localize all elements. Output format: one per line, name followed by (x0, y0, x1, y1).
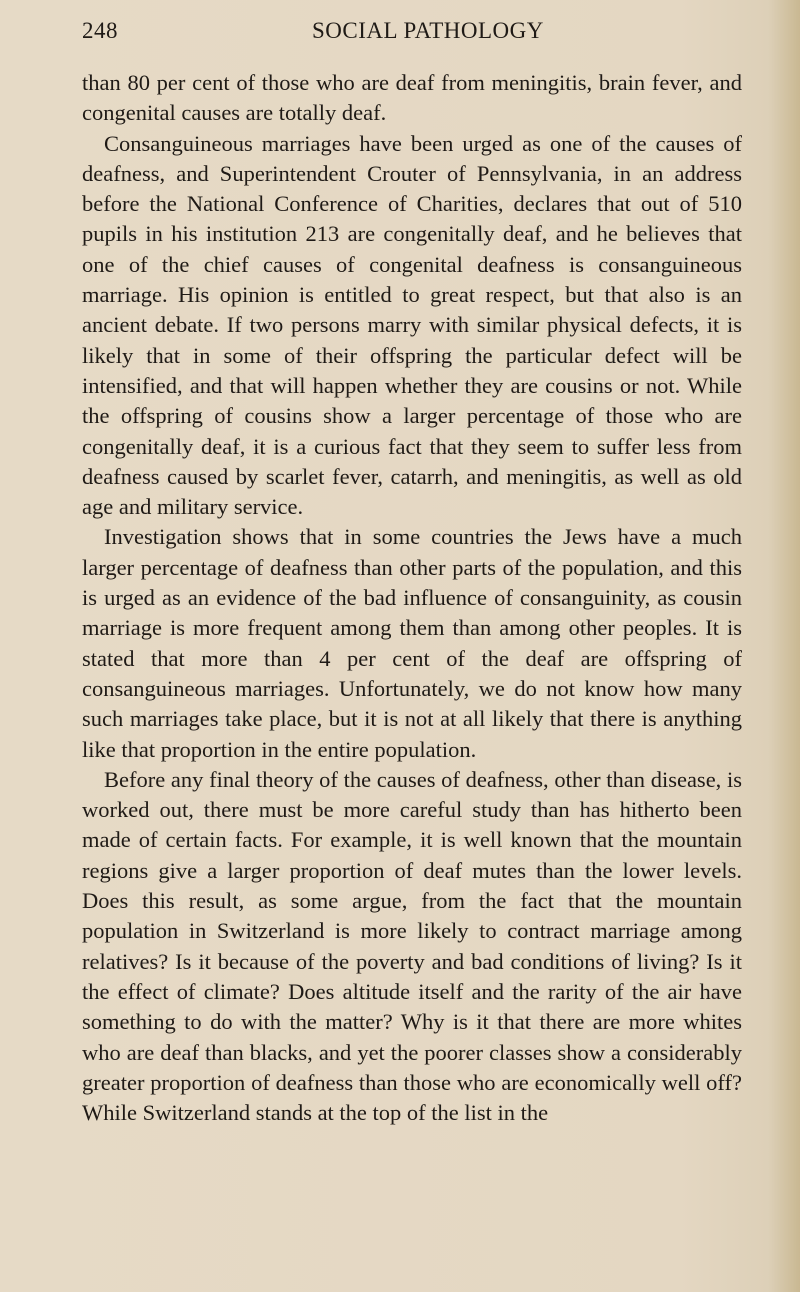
body-text (82, 68, 742, 1128)
paragraph-jews-investigation: Investigation shows that in some countries the Jews have a much larger percentage of deafness than other parts of the population, and this is urged as an evidence of the bad influence of consanguinity, as cousin marriage is more frequent among them than among other peoples. It is stated that more than 4 per cent of the deaf are offspring of consanguineous marriages. Unfortunately, we do not know how many such marriages take place, but it is not at all likely that there is anything like that proportion in the entire population. (82, 524, 742, 762)
paragraph-consanguineous-marriages: Consanguineous marriages have been urged as one of the causes of deafness, and Superintendent Crouter of Pennsylvania, in an address before the National Conference of Charities, declares that out of 510 pupils in his institution 213 are congenitally deaf, and he believes that one of the chief causes of congenital deafness is consanguineous marriage. His opinion is entitled to great respect, but that also is an ancient debate. If two persons marry with similar physical defects, it is likely that in some of their offspring the particular defect will be intensified, and that will happen whether they are cousins or not. While the offspring of cousins show a larger percentage of those who are congenitally deaf, it is a curious fact that they seem to suffer less from deafness caused by scarlet fever, catarrh, and meningitis, as well as old age and military service. (82, 130, 742, 520)
running-title: SOCIAL PATHOLOGY (312, 18, 544, 43)
page-number: 248 (82, 18, 118, 43)
paragraph-continuation: than 80 per cent of those who are deaf from meningitis, brain fever, and congenital causes are totally deaf. (82, 70, 742, 126)
paragraph-final-theory: Before any final theory of the causes of deafness, other than disease, is worked out, there must be more careful study than has hitherto been made of certain facts. For example, it is well known that the mountain regions give a larger proportion of deaf mutes than the lower levels. Does this result, as some argue, from the fact that the mountain population in Switzerland is more likely to contract marriage among relatives? Is it because of the poverty and bad conditions of living? Is it the effect of climate? Does altitude itself and the rarity of the air have something to do with the matter? Why is it that there are more whites who are deaf than blacks, and yet the poorer classes show a considerably greater proportion of deafness than those who are economically well off? While Switzerland stands at the top of the list in the (82, 766, 742, 1126)
page-header (82, 18, 760, 58)
